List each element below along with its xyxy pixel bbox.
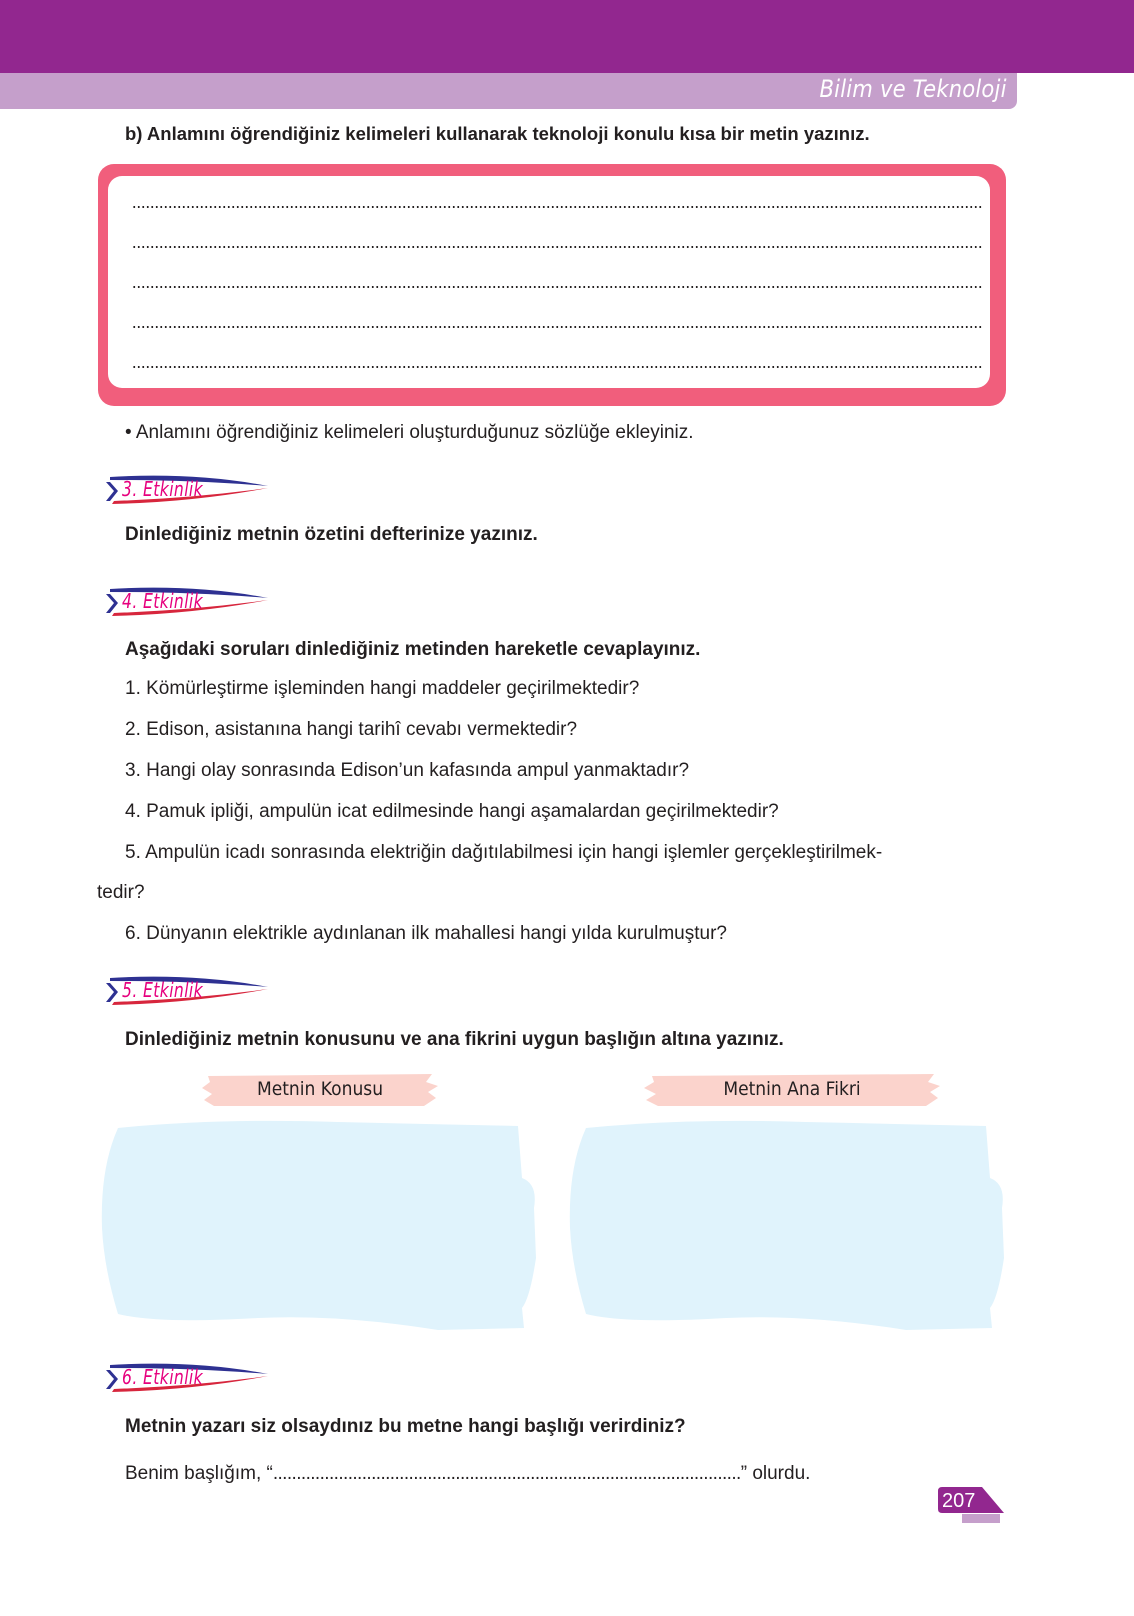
answer-prefix: Benim başlığım, “ [125,1463,273,1484]
writing-line[interactable] [132,326,982,328]
question-5: 5. Ampulün icadı sonrasında elektriğin dağıtılabilmesi için hangi işlemler gerçekleştirilmek- [125,842,883,863]
activity-badge-5 [104,975,274,1009]
topic-header [200,1072,440,1108]
page-number: 207 [942,1490,976,1512]
activity-6-instruction: Metnin yazarı siz olsaydınız bu metne hangi başlığı verirdiniz? [125,1416,686,1437]
writing-line[interactable] [132,286,982,288]
question-3: 3. Hangi olay sonrasında Edison’un kafasında ampul yanmaktadır? [125,760,690,781]
writing-line[interactable] [132,206,982,208]
question-5-cont: tedir? [97,882,145,903]
activity-4-instruction: Aşağıdaki soruları dinlediğiniz metinden hareketle cevaplayınız. [125,639,701,660]
activity-label: 3. Etkinlik [122,477,204,501]
question-2: 2. Edison, asistanına hangi tarihî cevabı vermektedir? [125,719,578,740]
question-6: 6. Dünyanın elektrikle aydınlanan ilk mahallesi hangi yılda kurulmuştur? [125,923,727,944]
page-number-tab [938,1487,1008,1527]
header-bar [0,0,1134,73]
title-answer-line [125,1462,810,1486]
question-4: 4. Pamuk ipliği, ampulün icat edilmesinde hangi aşamalardan geçirilmektedir? [125,801,779,822]
main-idea-label: Metnin Ana Fikri [723,1078,861,1100]
writing-line[interactable] [132,366,982,368]
dictionary-note: • Anlamını öğrendiğiniz kelimeleri oluşturduğunuz sözlüğe ekleyiniz. [125,422,694,443]
activity-badge-6 [104,1362,274,1396]
chapter-bar [0,73,1017,109]
writing-box [98,164,1006,406]
topic-label: Metnin Konusu [256,1078,384,1100]
question-1: 1. Kömürleştirme işleminden hangi maddeler geçirilmektedir? [125,678,640,699]
writing-line[interactable] [132,246,982,248]
activity-label: 5. Etkinlik [122,978,204,1002]
title-answer-blank[interactable]: .................................................................................................... [272,1463,741,1484]
section-b-prompt: b) Anlamını öğrendiğiniz kelimeleri kullanarak teknoloji konulu kısa bir metin yazınız. [125,123,870,144]
activity-label: 4. Etkinlik [122,589,204,613]
activity-label: 6. Etkinlik [122,1365,204,1389]
activity-5-instruction: Dinlediğiniz metnin konusunu ve ana fikrini uygun başlığın altına yazınız. [125,1029,784,1050]
writing-area[interactable] [108,176,990,388]
topic-answer-area[interactable] [98,1118,542,1334]
answer-suffix: ” olurdu. [740,1463,811,1484]
activity-3-instruction: Dinlediğiniz metnin özetini defterinize yazınız. [125,524,538,545]
main-idea-answer-area[interactable] [566,1118,1010,1334]
activity-badge-4 [104,586,274,620]
activity-badge-3 [104,474,274,508]
chapter-title: Bilim ve Teknoloji [819,75,1007,103]
main-idea-header [642,1072,942,1108]
